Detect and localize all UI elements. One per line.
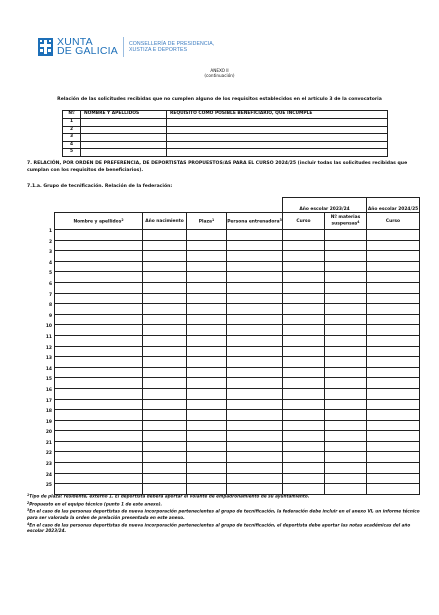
course-2024-cell[interactable] <box>367 388 420 399</box>
course-2024-cell[interactable] <box>367 431 420 442</box>
name-cell[interactable] <box>55 314 143 325</box>
department-line2: XUSTIZA E DEPORTES <box>128 47 188 53</box>
place-cell[interactable] <box>187 240 227 251</box>
department-name <box>129 41 214 53</box>
table-row <box>63 149 388 157</box>
noncompliant-requests-table <box>62 110 388 157</box>
failed-subjects-cell[interactable] <box>325 388 367 399</box>
row-number: 12 <box>45 345 52 351</box>
name-cell[interactable] <box>55 282 143 293</box>
birth-year-cell[interactable] <box>143 431 187 442</box>
name-cell[interactable] <box>55 304 143 315</box>
row-number: 4 <box>63 141 81 149</box>
requirement-cell[interactable] <box>167 126 388 134</box>
name-cell[interactable] <box>55 452 143 463</box>
failed-subjects-cell[interactable] <box>325 357 367 368</box>
course-2023-cell[interactable] <box>283 261 325 272</box>
row-number: 3 <box>48 250 52 256</box>
birth-year-cell[interactable] <box>143 399 187 410</box>
trainer-cell[interactable] <box>227 431 283 442</box>
course-2024-cell[interactable] <box>367 399 420 410</box>
col-requirement-header: REQUISITO COMO POSIBLE BENEFICIARIO, QUE INCUMPLE <box>167 111 388 119</box>
trainer-cell[interactable] <box>227 441 283 452</box>
row-number: 2 <box>48 239 52 245</box>
logo-wordmark <box>57 38 118 56</box>
xunta-cross-icon <box>38 38 53 56</box>
place-cell[interactable] <box>187 441 227 452</box>
place-cell[interactable] <box>187 251 227 262</box>
failed-subjects-cell[interactable] <box>325 431 367 442</box>
birth-year-cell[interactable] <box>143 463 187 474</box>
table-row <box>55 282 420 293</box>
course-2024-cell[interactable] <box>367 335 420 346</box>
course-2024-cell[interactable] <box>367 378 420 389</box>
birth-year-cell[interactable] <box>143 473 187 484</box>
col-birth-year-header: Año nacimiento <box>143 213 187 230</box>
table-row <box>63 141 388 149</box>
trainer-cell[interactable] <box>227 378 283 389</box>
place-cell[interactable] <box>187 420 227 431</box>
birth-year-cell[interactable] <box>143 346 187 357</box>
table-row <box>55 431 420 442</box>
name-cell[interactable] <box>55 399 143 410</box>
course-2024-cell[interactable] <box>367 473 420 484</box>
birth-year-cell[interactable] <box>143 410 187 421</box>
name-cell[interactable] <box>55 230 143 241</box>
name-cell[interactable] <box>81 126 167 134</box>
failed-subjects-cell[interactable] <box>325 272 367 283</box>
blank-group-cell <box>55 198 283 213</box>
row-number: 16 <box>45 387 52 393</box>
birth-year-cell[interactable] <box>143 325 187 336</box>
annex-title: ANEXO II <box>210 68 229 73</box>
failed-subjects-cell[interactable] <box>325 240 367 251</box>
trainer-cell[interactable] <box>227 325 283 336</box>
place-cell[interactable] <box>187 335 227 346</box>
failed-subjects-cell[interactable] <box>325 378 367 389</box>
place-cell[interactable] <box>187 473 227 484</box>
course-2023-cell[interactable] <box>283 282 325 293</box>
failed-subjects-cell[interactable] <box>325 304 367 315</box>
section7-title: 7. RELACIÓN, POR ORDEN DE PREFERENCIA, DE DEPORTISTAS PROPUESTOS/AS PARA EL CURSO 2024/25 (incluir todas las solicitudes recibidas que cumplan con los requisitos de beneficiarios). <box>27 161 408 173</box>
table-row <box>55 410 420 421</box>
table-row <box>55 261 420 272</box>
course-2024-cell[interactable] <box>367 441 420 452</box>
requirement-cell[interactable] <box>167 119 388 127</box>
row-number: 3 <box>63 134 81 142</box>
row-number: 25 <box>45 483 52 489</box>
row-number: 15 <box>45 377 52 383</box>
birth-year-cell[interactable] <box>143 251 187 262</box>
birth-year-cell[interactable] <box>143 304 187 315</box>
name-cell[interactable] <box>81 134 167 142</box>
trainer-cell[interactable] <box>227 335 283 346</box>
course-2024-cell[interactable] <box>367 463 420 474</box>
table-row <box>55 357 420 368</box>
name-cell[interactable] <box>55 367 143 378</box>
failed-subjects-cell[interactable] <box>325 473 367 484</box>
trainer-cell[interactable] <box>227 230 283 241</box>
birth-year-cell[interactable] <box>143 272 187 283</box>
name-cell[interactable] <box>81 149 167 157</box>
logo-line2: DE GALICIA <box>57 45 118 57</box>
course-2023-cell[interactable] <box>283 240 325 251</box>
place-cell[interactable] <box>187 304 227 315</box>
col-trainer-header: Persona entrenadora$^3$ <box>227 213 283 230</box>
course-2024-cell[interactable] <box>367 452 420 463</box>
course-2024-cell[interactable] <box>367 357 420 368</box>
annex-heading <box>0 68 439 78</box>
course-2023-cell[interactable] <box>283 251 325 262</box>
course-2023-cell[interactable] <box>283 272 325 283</box>
course-2023-cell[interactable] <box>283 314 325 325</box>
trainer-cell[interactable] <box>227 399 283 410</box>
table-header-row <box>63 111 388 119</box>
table-row <box>55 441 420 452</box>
row-number: 19 <box>45 419 52 425</box>
table-row <box>55 399 420 410</box>
failed-subjects-cell[interactable] <box>325 463 367 474</box>
birth-year-cell[interactable] <box>143 388 187 399</box>
course-2024-cell[interactable] <box>367 240 420 251</box>
name-cell[interactable] <box>55 463 143 474</box>
table-group-header-row <box>55 198 420 213</box>
name-cell[interactable] <box>55 378 143 389</box>
school-year-2024-header: Año escolar 2024/25 <box>367 198 420 213</box>
athletes-table <box>54 197 420 495</box>
table-row <box>55 463 420 474</box>
name-cell[interactable] <box>81 141 167 149</box>
failed-subjects-cell[interactable] <box>325 452 367 463</box>
table-row <box>55 335 420 346</box>
birth-year-cell[interactable] <box>143 240 187 251</box>
athletes-table-body <box>55 230 420 495</box>
name-cell[interactable] <box>55 261 143 272</box>
trainer-cell[interactable] <box>227 463 283 474</box>
place-cell[interactable] <box>187 261 227 272</box>
trainer-cell[interactable] <box>227 261 283 272</box>
table-row <box>63 126 388 134</box>
col-failed-subjects-header: Nº materias suspensas$^4$ <box>325 213 367 230</box>
birth-year-cell[interactable] <box>143 378 187 389</box>
table-row <box>55 378 420 389</box>
table-row <box>55 251 420 262</box>
row-number: 5 <box>63 149 81 157</box>
birth-year-cell[interactable] <box>143 367 187 378</box>
table-row <box>55 293 420 304</box>
relation-title: Relación de las solicitudes recibidas que no cumplen alguno de los requisitos establecidos en el artículo 3 de la convocatoria <box>57 97 382 102</box>
birth-year-cell[interactable] <box>143 293 187 304</box>
table-row <box>55 388 420 399</box>
name-cell[interactable] <box>55 388 143 399</box>
trainer-cell[interactable] <box>227 272 283 283</box>
logo-divider <box>123 37 124 57</box>
row-number: 8 <box>48 303 52 309</box>
course-2023-cell[interactable] <box>283 399 325 410</box>
birth-year-cell[interactable] <box>143 420 187 431</box>
section71-subtitle: 7.1.a. Grupo de tecnificación. Relación de la federación: <box>27 184 173 189</box>
course-2023-cell[interactable] <box>283 410 325 421</box>
course-2024-cell[interactable] <box>367 410 420 421</box>
name-cell[interactable] <box>55 346 143 357</box>
trainer-cell[interactable] <box>227 314 283 325</box>
annex-subtitle: (continuación) <box>204 73 235 78</box>
row-number: 7 <box>48 292 52 298</box>
failed-subjects-cell[interactable] <box>325 346 367 357</box>
table-row <box>55 420 420 431</box>
birth-year-cell[interactable] <box>143 314 187 325</box>
trainer-cell[interactable] <box>227 240 283 251</box>
place-cell[interactable] <box>187 293 227 304</box>
trainer-cell[interactable] <box>227 410 283 421</box>
birth-year-cell[interactable] <box>143 357 187 368</box>
course-2023-cell[interactable] <box>283 230 325 241</box>
course-2024-cell[interactable] <box>367 282 420 293</box>
name-cell[interactable] <box>55 272 143 283</box>
table-row <box>55 314 420 325</box>
table-row <box>55 452 420 463</box>
course-2024-cell[interactable] <box>367 293 420 304</box>
course-2023-cell[interactable] <box>283 357 325 368</box>
trainer-cell[interactable] <box>227 452 283 463</box>
row-number: 6 <box>48 281 52 287</box>
row-number: 20 <box>45 430 52 436</box>
row-number: 5 <box>48 271 52 277</box>
footnote-2: $^2$Propuesto en el equipo técnico (punto 1 de este anexo). <box>27 500 163 507</box>
xunta-logo <box>38 36 214 58</box>
row-number: 22 <box>45 451 52 457</box>
trainer-cell[interactable] <box>227 282 283 293</box>
place-cell[interactable] <box>187 388 227 399</box>
row-number: 1 <box>48 229 52 234</box>
row-number: 18 <box>45 409 52 415</box>
course-2023-cell[interactable] <box>283 378 325 389</box>
row-number: 10 <box>45 324 52 330</box>
place-cell[interactable] <box>187 272 227 283</box>
course-2023-cell[interactable] <box>283 304 325 315</box>
table-row <box>55 230 420 241</box>
place-cell[interactable] <box>187 346 227 357</box>
birth-year-cell[interactable] <box>143 282 187 293</box>
course-2024-cell[interactable] <box>367 272 420 283</box>
col-course-2023-header: Curso <box>283 213 325 230</box>
course-2024-cell[interactable] <box>367 304 420 315</box>
row-number: 23 <box>45 462 52 468</box>
failed-subjects-cell[interactable] <box>325 441 367 452</box>
birth-year-cell[interactable] <box>143 452 187 463</box>
col-name-header: NOMBRE Y APELLIDOS <box>81 111 167 119</box>
name-cell[interactable] <box>55 293 143 304</box>
course-2023-cell[interactable] <box>283 293 325 304</box>
course-2023-cell[interactable] <box>283 367 325 378</box>
footnote-1: $^1$Tipo de plaza: residente, externo 1. El deportista deberá aportar el volante de empadronamiento de su ayuntamiento. <box>27 493 310 499</box>
place-cell[interactable] <box>187 378 227 389</box>
course-2024-cell[interactable] <box>367 230 420 241</box>
trainer-cell[interactable] <box>227 304 283 315</box>
name-cell[interactable] <box>55 420 143 431</box>
failed-subjects-cell[interactable] <box>325 410 367 421</box>
place-cell[interactable] <box>187 399 227 410</box>
table-row <box>63 119 388 127</box>
course-2023-cell[interactable] <box>283 452 325 463</box>
name-cell[interactable] <box>55 441 143 452</box>
trainer-cell[interactable] <box>227 388 283 399</box>
col-place-header: Plaza$^1$ <box>187 213 227 230</box>
row-number: 13 <box>45 356 52 362</box>
course-2024-cell[interactable] <box>367 367 420 378</box>
failed-subjects-cell[interactable] <box>325 399 367 410</box>
footnotes <box>27 492 427 534</box>
place-cell[interactable] <box>187 314 227 325</box>
course-2024-cell[interactable] <box>367 420 420 431</box>
logo-line1: XUNTA <box>57 36 93 48</box>
name-cell[interactable] <box>55 431 143 442</box>
table-row <box>63 134 388 142</box>
name-cell[interactable] <box>55 473 143 484</box>
place-cell[interactable] <box>187 357 227 368</box>
row-number: 2 <box>63 126 81 134</box>
place-cell[interactable] <box>187 452 227 463</box>
place-cell[interactable] <box>187 325 227 336</box>
course-2023-cell[interactable] <box>283 325 325 336</box>
failed-subjects-cell[interactable] <box>325 282 367 293</box>
name-cell[interactable] <box>55 335 143 346</box>
course-2023-cell[interactable] <box>283 441 325 452</box>
failed-subjects-cell[interactable] <box>325 230 367 241</box>
col-name-header: Nombre y apellidos$^2$ <box>55 213 143 230</box>
failed-subjects-cell[interactable] <box>325 367 367 378</box>
table-header-row <box>55 213 420 230</box>
row-number: 11 <box>45 334 52 340</box>
table-row <box>55 473 420 484</box>
course-2023-cell[interactable] <box>283 346 325 357</box>
place-cell[interactable] <box>187 431 227 442</box>
table-row <box>55 346 420 357</box>
trainer-cell[interactable] <box>227 346 283 357</box>
requirement-cell[interactable] <box>167 149 388 157</box>
row-number: 4 <box>48 260 52 266</box>
failed-subjects-cell[interactable] <box>325 420 367 431</box>
table-row <box>55 325 420 336</box>
course-2024-cell[interactable] <box>367 251 420 262</box>
place-cell[interactable] <box>187 410 227 421</box>
col-number-header: Nº <box>63 111 81 119</box>
department-line1: CONSELLERÍA DE PRESIDENCIA, <box>128 41 215 47</box>
requirement-cell[interactable] <box>167 141 388 149</box>
school-year-2023-header: Año escolar 2023/24 <box>283 198 367 213</box>
course-2023-cell[interactable] <box>283 463 325 474</box>
footnote-3: $^3$En el caso de las personas deportistas de nueva incorporación pertenecientes al grupo de tecnificación, la federación debe incluir en el anexo VI, un informe técnico para ser valorada la orden de prelación presentada en este anexo. <box>27 508 420 520</box>
place-cell[interactable] <box>187 230 227 241</box>
course-2023-cell[interactable] <box>283 388 325 399</box>
failed-subjects-cell[interactable] <box>325 293 367 304</box>
trainer-cell[interactable] <box>227 367 283 378</box>
place-cell[interactable] <box>187 463 227 474</box>
course-2023-cell[interactable] <box>283 431 325 442</box>
trainer-cell[interactable] <box>227 357 283 368</box>
footnote-4: $^4$En el caso de las personas deportistas de nueva incorporación pertenecientes al grupo de tecnificación, el deportista debe aportar las notas académicas del año escolar 2023/24. <box>27 521 411 534</box>
name-cell[interactable] <box>81 119 167 127</box>
trainer-cell[interactable] <box>227 473 283 484</box>
course-2023-cell[interactable] <box>283 420 325 431</box>
table-row <box>55 240 420 251</box>
table-row <box>55 272 420 283</box>
course-2023-cell[interactable] <box>283 335 325 346</box>
failed-subjects-cell[interactable] <box>325 314 367 325</box>
failed-subjects-cell[interactable] <box>325 335 367 346</box>
place-cell[interactable] <box>187 367 227 378</box>
row-number: 14 <box>45 366 52 372</box>
name-cell[interactable] <box>55 357 143 368</box>
trainer-cell[interactable] <box>227 293 283 304</box>
name-cell[interactable] <box>55 325 143 336</box>
row-number: 9 <box>48 313 52 319</box>
course-2024-cell[interactable] <box>367 261 420 272</box>
name-cell[interactable] <box>55 410 143 421</box>
failed-subjects-cell[interactable] <box>325 325 367 336</box>
birth-year-cell[interactable] <box>143 261 187 272</box>
trainer-cell[interactable] <box>227 420 283 431</box>
requirement-cell[interactable] <box>167 134 388 142</box>
birth-year-cell[interactable] <box>143 230 187 241</box>
name-cell[interactable] <box>55 240 143 251</box>
row-number: 24 <box>45 472 52 478</box>
trainer-cell[interactable] <box>227 251 283 262</box>
failed-subjects-cell[interactable] <box>325 261 367 272</box>
course-2024-cell[interactable] <box>367 314 420 325</box>
table-row <box>55 367 420 378</box>
failed-subjects-cell[interactable] <box>325 251 367 262</box>
row-number-column <box>40 227 52 492</box>
name-cell[interactable] <box>55 251 143 262</box>
row-number: 1 <box>63 119 81 127</box>
table-row <box>55 304 420 315</box>
row-number: 21 <box>45 440 52 446</box>
course-2023-cell[interactable] <box>283 473 325 484</box>
col-course-2024-header: Curso <box>367 213 420 230</box>
birth-year-cell[interactable] <box>143 335 187 346</box>
birth-year-cell[interactable] <box>143 441 187 452</box>
course-2024-cell[interactable] <box>367 346 420 357</box>
course-2024-cell[interactable] <box>367 325 420 336</box>
row-number: 17 <box>45 398 52 404</box>
place-cell[interactable] <box>187 282 227 293</box>
